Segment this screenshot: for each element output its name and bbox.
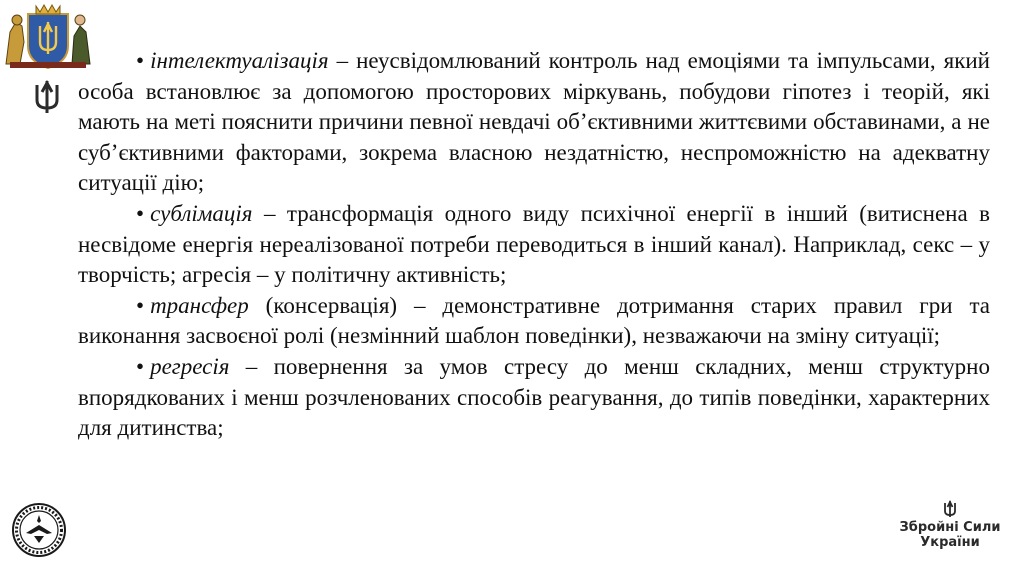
armed-forces-logo — [898, 500, 1002, 560]
list-item — [78, 291, 990, 352]
brand-name-line2: України — [920, 535, 980, 550]
bullet: • — [136, 48, 145, 73]
definitions-list — [78, 46, 990, 444]
term: трансфер — [150, 292, 249, 318]
list-item — [78, 352, 990, 444]
term: інтелектуалізація — [150, 48, 329, 73]
list-item — [78, 46, 990, 199]
list-item — [78, 199, 990, 291]
definition-text: – трансформація одного виду психічної енергії в інший (витиснена в несвідоме енергія нереалізованої потреби переводиться в інший канал). Наприклад, секс – у творчість; агресія – у політичну активність; — [78, 200, 990, 288]
trident-icon — [34, 80, 60, 114]
bullet: • — [136, 292, 145, 318]
definition-text: (консервація) – демонстративне дотримання старих правил гри та виконання засвоєної ролі (незмінний шаблон поведінки), незважаючи на зміну ситуації; — [78, 292, 990, 349]
bullet: • — [136, 353, 145, 379]
term: регресія — [150, 353, 230, 379]
definition-text: – повернення за умов стресу до менш складних, менш структурно впорядкованих і менш розчленованих способів реагування, до типів поведінки, характерних для дитинства; — [78, 353, 990, 441]
definition-text: – неусвідомлюваний контроль над емоціями та імпульсами, який особа встановлює за допомогою просторових міркувань, побудови гіпотез і теорій, які мають на меті пояснити причини певної невдачі об’єктивними життєвими обставинами, а не суб’єктивними факторами, зокрема власною нездатністю, неспроможністю на адекватну ситуації дію; — [78, 48, 990, 196]
trident-icon — [943, 500, 957, 518]
bullet: • — [136, 200, 145, 226]
term: сублімація — [150, 200, 253, 226]
special-operations-seal-icon — [12, 503, 66, 557]
brand-name-line1: Збройні Сили — [899, 520, 1001, 535]
